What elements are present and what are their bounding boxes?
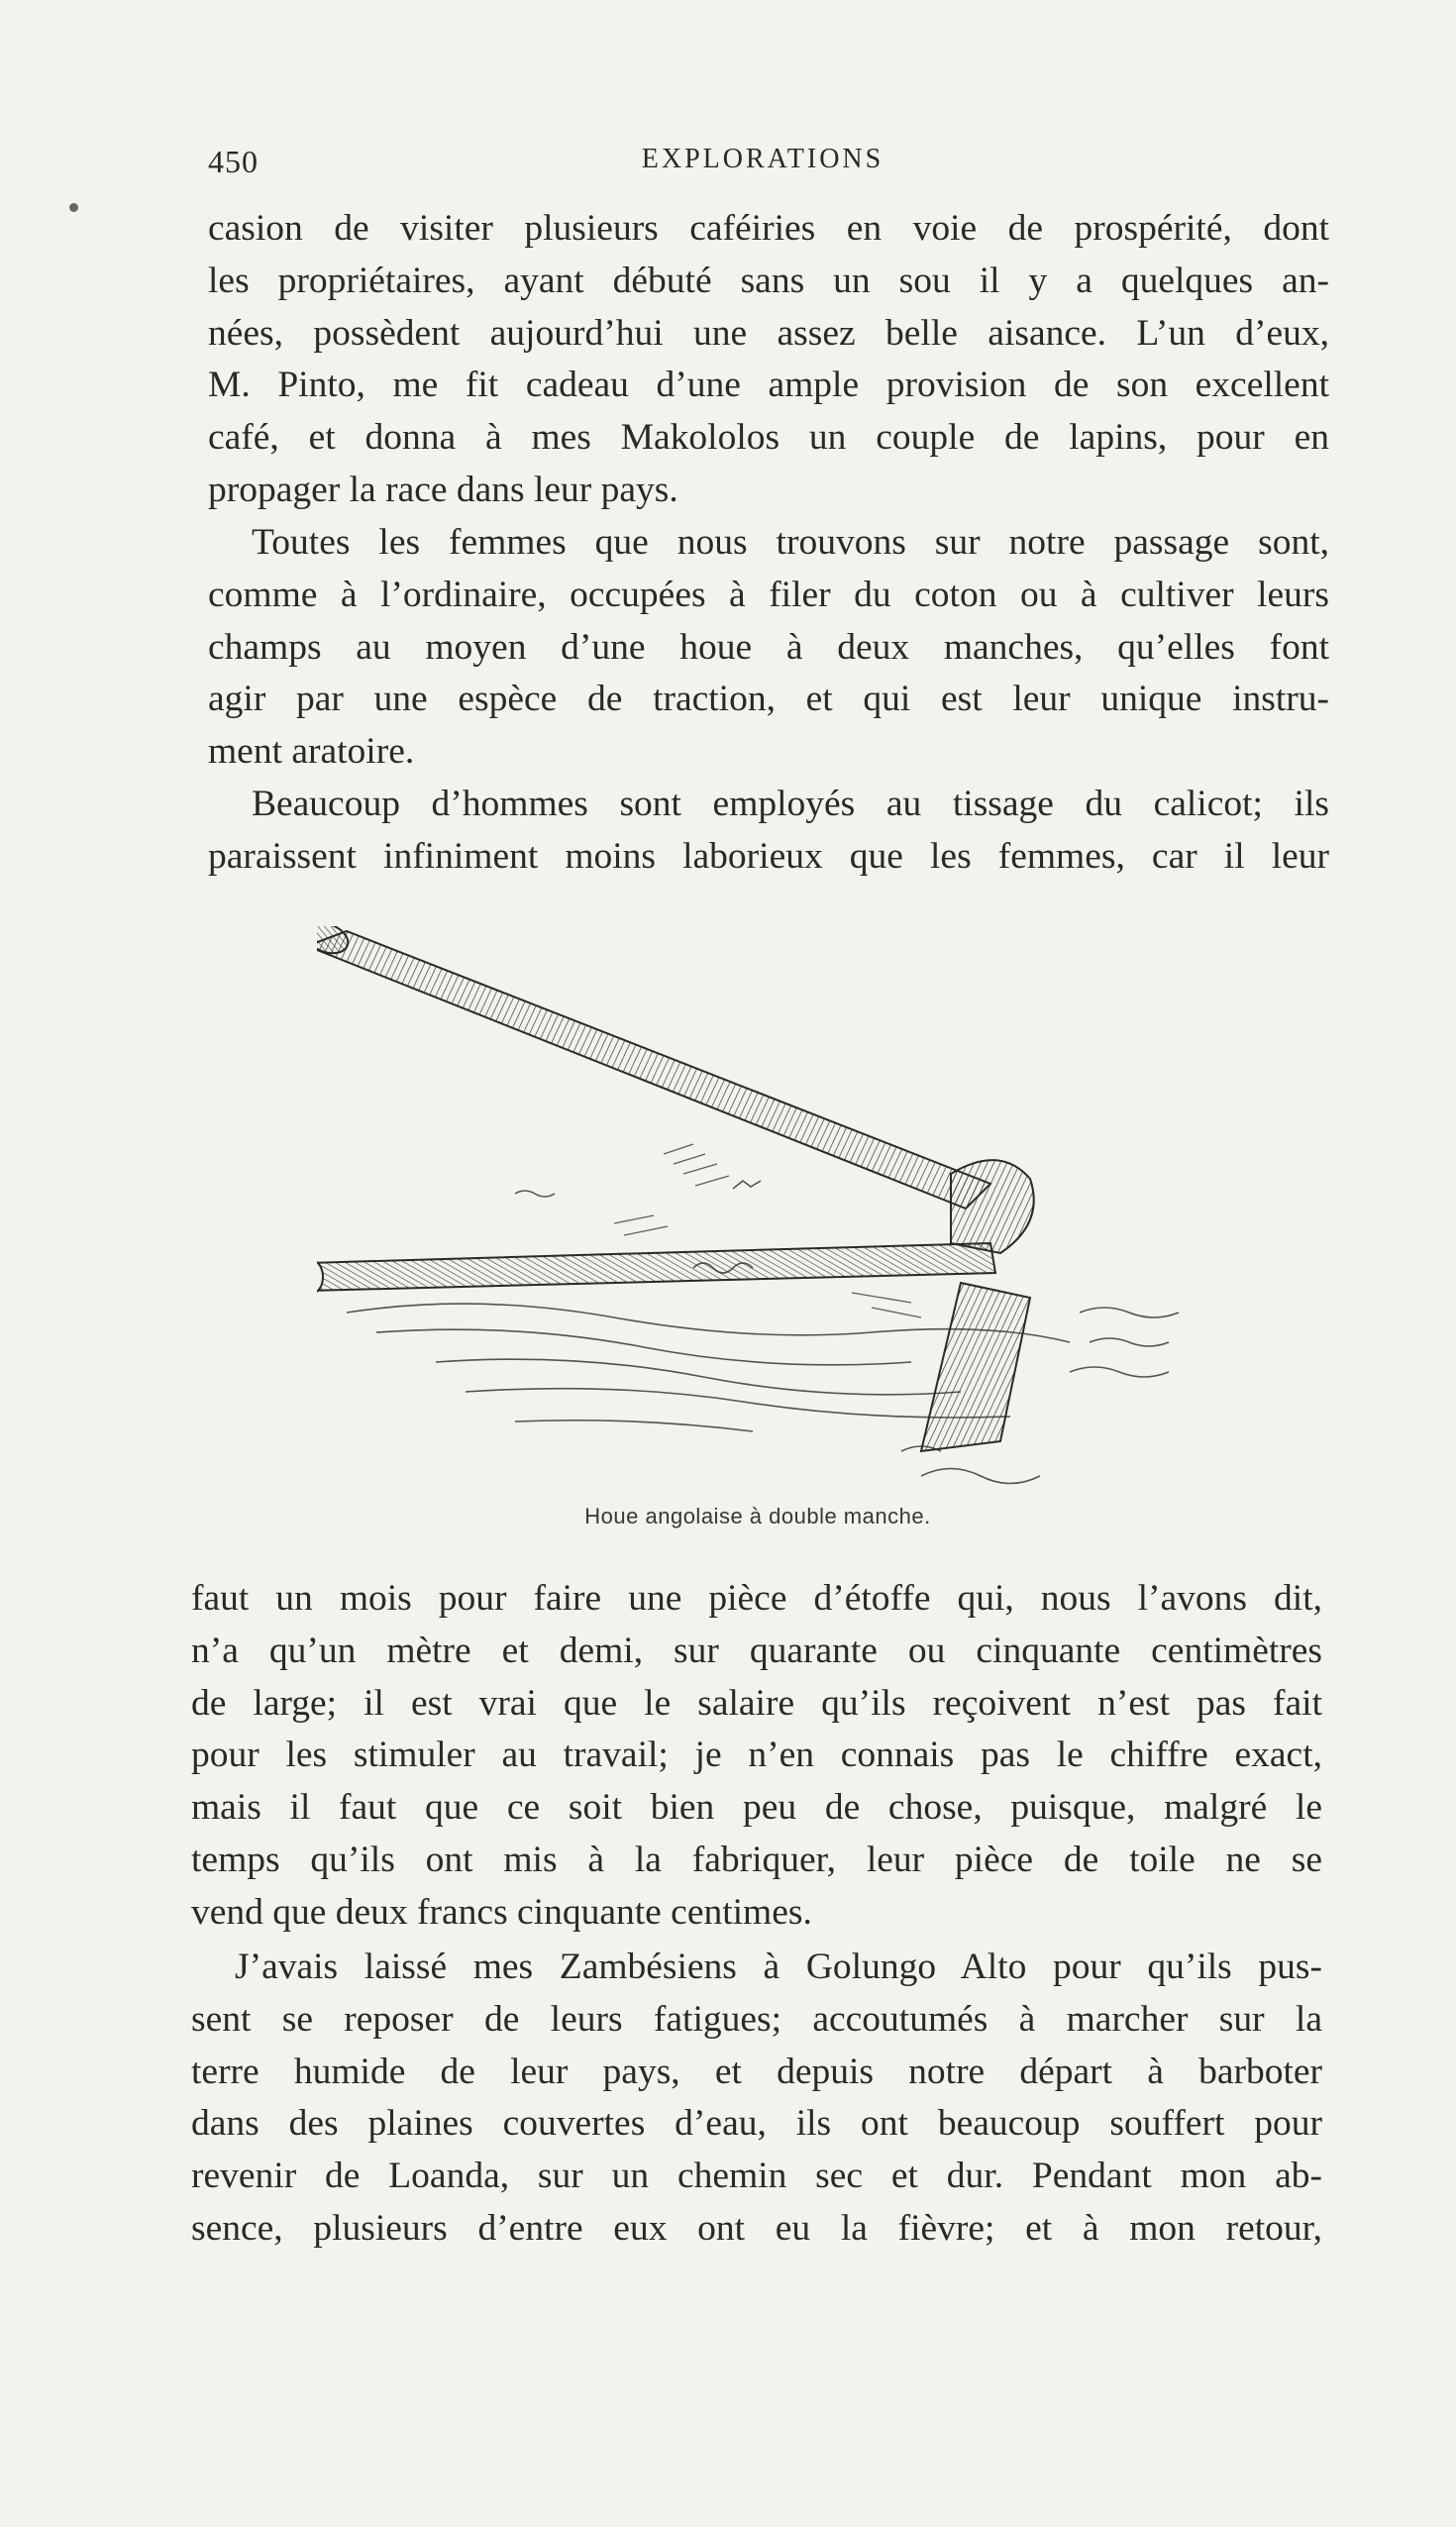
hoe-illustration bbox=[317, 926, 1198, 1511]
figure-caption: Houe angolaise à double manche. bbox=[584, 1504, 931, 1528]
running-head bbox=[208, 144, 1317, 187]
text-line: les propriétaires, ayant débuté sans un sou il y a quelques an- bbox=[208, 260, 1329, 301]
paragraph-2 bbox=[208, 517, 1329, 779]
text-line: sent se reposer de leurs fatigues; accoutumés à marcher sur la bbox=[191, 1998, 1322, 2040]
text-line: de large; il est vrai que le salaire qu’ils reçoivent n’est pas fait bbox=[191, 1682, 1322, 1724]
text-line: Beaucoup d’hommes sont employés au tissage du calicot; ils bbox=[252, 784, 1329, 824]
text-line: Toutes les femmes que nous trouvons sur notre passage sont, bbox=[252, 522, 1329, 563]
text-line: sence, plusieurs d’entre eux ont eu la fièvre; et à mon retour, bbox=[191, 2207, 1322, 2249]
text-line: mais il faut que ce soit bien peu de chose, puisque, malgré le bbox=[191, 1787, 1322, 1829]
text-line: temps qu’ils ont mis à la fabriquer, leur pièce de toile ne se bbox=[191, 1839, 1322, 1880]
paragraph-5 bbox=[191, 1942, 1322, 2256]
text-line: pour les stimuler au travail; je n’en connais pas le chiffre exact, bbox=[191, 1735, 1322, 1776]
text-line: nées, possèdent aujourd’hui une assez belle aisance. L’un d’eux, bbox=[208, 312, 1329, 354]
text-line: casion de visiter plusieurs caféiries en voie de prospérité, dont bbox=[208, 208, 1329, 249]
text-line: café, et donna à mes Makololos un couple de lapins, pour en bbox=[208, 417, 1329, 459]
text-line: ment aratoire. bbox=[208, 731, 415, 773]
paragraph-3 bbox=[208, 779, 1329, 884]
hoe-engraving-icon bbox=[317, 926, 1198, 1511]
paragraph-1 bbox=[208, 203, 1329, 517]
text-line: propager la race dans leur pays. bbox=[208, 469, 678, 510]
text-line: agir par une espèce de traction, et qui est leur unique instru- bbox=[208, 679, 1329, 720]
text-line: J’avais laissé mes Zambésiens à Golungo Alto pour qu’ils pus- bbox=[235, 1947, 1322, 1987]
text-line: M. Pinto, me fit cadeau d’une ample provision de son excellent bbox=[208, 365, 1329, 406]
text-line: paraissent infiniment moins laborieux que les femmes, car il leur bbox=[208, 835, 1329, 877]
running-title: EXPLORATIONS bbox=[641, 144, 884, 174]
ink-spot bbox=[69, 203, 78, 212]
text-line: vend que deux francs cinquante centimes. bbox=[191, 1891, 812, 1933]
text-line: terre humide de leur pays, et depuis notre départ à barboter bbox=[191, 2051, 1322, 2092]
paragraph-4 bbox=[191, 1573, 1322, 1940]
text-line: faut un mois pour faire une pièce d’étoffe qui, nous l’avons dit, bbox=[191, 1578, 1322, 1619]
text-line: champs au moyen d’une houe à deux manches, qu’elles font bbox=[208, 626, 1329, 668]
page-number: 450 bbox=[208, 144, 259, 179]
text-line: dans des plaines couvertes d’eau, ils ont beaucoup souffert pour bbox=[191, 2103, 1322, 2145]
text-line: revenir de Loanda, sur un chemin sec et dur. Pendant mon ab- bbox=[191, 2156, 1322, 2197]
text-line: n’a qu’un mètre et demi, sur quarante ou cinquante centimètres bbox=[191, 1630, 1322, 1671]
text-line: comme à l’ordinaire, occupées à filer du coton ou à cultiver leurs bbox=[208, 574, 1329, 615]
